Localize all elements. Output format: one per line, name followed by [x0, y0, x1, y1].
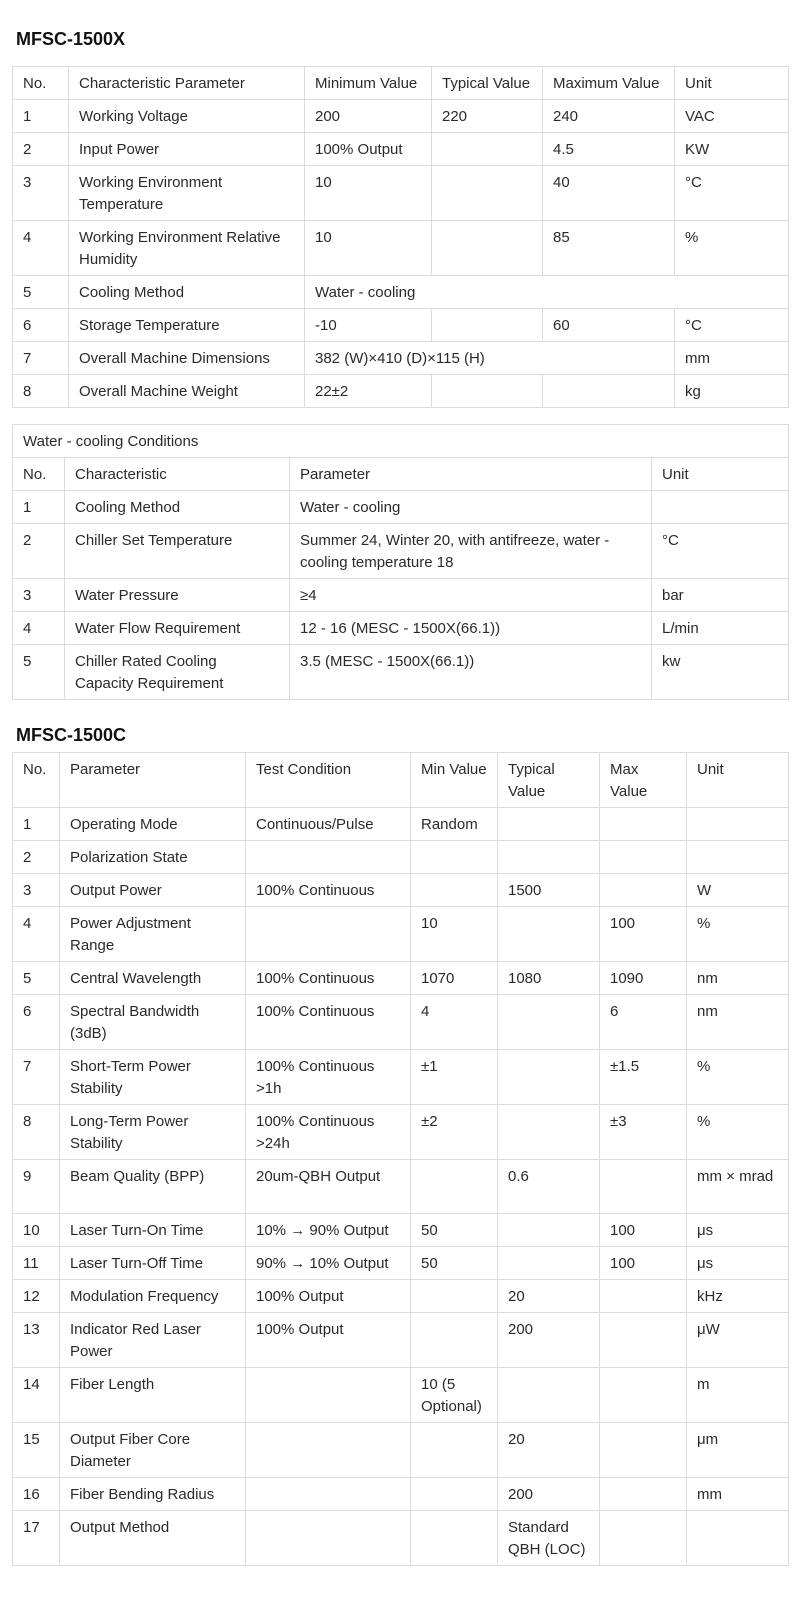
table-row: [13, 1423, 789, 1478]
cell-unit: mm: [687, 1478, 789, 1511]
cell-no: 15: [13, 1423, 60, 1478]
table-row: [13, 1160, 789, 1214]
cell-unit: kw: [652, 645, 789, 700]
cell-param: Short-Term Power Stability: [60, 1050, 246, 1105]
cell-max: [600, 1368, 687, 1423]
cell-param: Overall Machine Dimensions: [69, 342, 305, 375]
cell-typ: 200: [498, 1313, 600, 1368]
header-cell: Unit: [652, 458, 789, 491]
cell-min: 10: [305, 166, 432, 221]
cell-unit: μm: [687, 1423, 789, 1478]
table-row: [13, 962, 789, 995]
table-row: [13, 1368, 789, 1423]
table-caption-row: [13, 425, 789, 458]
cell-typ: [498, 907, 600, 962]
table-row: [13, 808, 789, 841]
cell-parameter: 3.5 (MESC - 1500X(66.1)): [290, 645, 652, 700]
cell-max: [600, 874, 687, 907]
cell-max: [600, 1160, 687, 1214]
table-row: [13, 1214, 789, 1247]
cell-min: 200: [305, 100, 432, 133]
mfsc-1500x-spec-table: [12, 66, 789, 408]
table-row: [13, 491, 789, 524]
water-cooling-table: [12, 424, 789, 700]
cell-param: Spectral Bandwidth (3dB): [60, 995, 246, 1050]
cell-min: [411, 1313, 498, 1368]
table-header-row: [13, 67, 789, 100]
table-header-row: [13, 753, 789, 808]
cell-min: [411, 1160, 498, 1214]
cell-no: 2: [13, 133, 69, 166]
cell-unit: [652, 491, 789, 524]
header-cell: Max Value: [600, 753, 687, 808]
cell-unit: °C: [675, 309, 789, 342]
table-row: [13, 524, 789, 579]
cell-typ: 220: [432, 100, 543, 133]
cell-typ: [432, 375, 543, 408]
cell-param: Input Power: [69, 133, 305, 166]
cell-param: Long-Term Power Stability: [60, 1105, 246, 1160]
header-cell: Typical Value: [498, 753, 600, 808]
cell-param: Operating Mode: [60, 808, 246, 841]
cell-param: Overall Machine Weight: [69, 375, 305, 408]
cell-max: 1090: [600, 962, 687, 995]
cell-max: [600, 1313, 687, 1368]
cell-unit: μW: [687, 1313, 789, 1368]
cell-unit: μs: [687, 1247, 789, 1280]
cell-no: 14: [13, 1368, 60, 1423]
cell-no: 6: [13, 309, 69, 342]
cell-min: 10 (5 Optional): [411, 1368, 498, 1423]
cell-unit: μs: [687, 1214, 789, 1247]
cell-min: 22±2: [305, 375, 432, 408]
cell-typ: 20: [498, 1423, 600, 1478]
cell-unit: VAC: [675, 100, 789, 133]
cell-param: Storage Temperature: [69, 309, 305, 342]
cell-param: Fiber Length: [60, 1368, 246, 1423]
cell-max: 6: [600, 995, 687, 1050]
cell-min: 1070: [411, 962, 498, 995]
cell-param: Central Wavelength: [60, 962, 246, 995]
spacer: [12, 408, 788, 424]
cell-unit: %: [687, 1105, 789, 1160]
cell-max: [600, 1423, 687, 1478]
cell-min: 100% Output: [305, 133, 432, 166]
cell-max: [600, 841, 687, 874]
cell-max: 100: [600, 1247, 687, 1280]
cell-param: Working Environment Relative Humidity: [69, 221, 305, 276]
cell-typ: 1500: [498, 874, 600, 907]
cell-characteristic: Chiller Rated Cooling Capacity Requirement: [65, 645, 290, 700]
cell-param: Polarization State: [60, 841, 246, 874]
cell-unit: %: [675, 221, 789, 276]
table-row: [13, 166, 789, 221]
cell-typ: [432, 221, 543, 276]
spacer: [12, 1566, 788, 1606]
table-row: [13, 221, 789, 276]
cell-unit: nm: [687, 995, 789, 1050]
cell-unit: [687, 841, 789, 874]
cell-condition: [246, 1511, 411, 1566]
cell-max: [600, 1478, 687, 1511]
cell-unit: kg: [675, 375, 789, 408]
cell-no: 5: [13, 645, 65, 700]
cell-max: [543, 375, 675, 408]
cell-condition: 100% Output: [246, 1280, 411, 1313]
cell-condition: 100% Continuous >24h: [246, 1105, 411, 1160]
cell-characteristic: Water Flow Requirement: [65, 612, 290, 645]
cell-no: 12: [13, 1280, 60, 1313]
header-cell: Unit: [687, 753, 789, 808]
cell-parameter: Summer 24, Winter 20, with antifreeze, water - cooling temperature 18: [290, 524, 652, 579]
table-row: [13, 874, 789, 907]
cell-condition: 100% Continuous: [246, 995, 411, 1050]
cell-unit: °C: [652, 524, 789, 579]
header-cell: Characteristic: [65, 458, 290, 491]
cell-unit: [687, 1511, 789, 1566]
table-row: [13, 1050, 789, 1105]
table-row: [13, 133, 789, 166]
cell-no: 8: [13, 1105, 60, 1160]
cell-min: Random: [411, 808, 498, 841]
cell-typ: [498, 1105, 600, 1160]
cell-parameter: ≥4: [290, 579, 652, 612]
cell-no: 7: [13, 342, 69, 375]
cell-no: 1: [13, 491, 65, 524]
table-row: [13, 612, 789, 645]
cell-no: 1: [13, 808, 60, 841]
header-cell: Characteristic Parameter: [69, 67, 305, 100]
cell-typ: [498, 1368, 600, 1423]
cell-max: [600, 1280, 687, 1313]
cell-no: 5: [13, 962, 60, 995]
cell-no: 9: [13, 1160, 60, 1214]
cell-characteristic: Cooling Method: [65, 491, 290, 524]
cell-condition: 90% → 10% Output: [246, 1247, 411, 1280]
cell-unit: mm: [675, 342, 789, 375]
cell-typ: [498, 1247, 600, 1280]
cell-param: Cooling Method: [69, 276, 305, 309]
cell-typ: 1080: [498, 962, 600, 995]
cell-unit: KW: [675, 133, 789, 166]
cell-merged-value: Water - cooling: [305, 276, 789, 309]
table-row: [13, 579, 789, 612]
cell-max: ±1.5: [600, 1050, 687, 1105]
header-cell: No.: [13, 458, 65, 491]
cell-typ: [498, 808, 600, 841]
cell-condition: 100% Continuous >1h: [246, 1050, 411, 1105]
cell-max: [600, 808, 687, 841]
cell-param: Beam Quality (BPP): [60, 1160, 246, 1214]
cell-typ: Standard QBH (LOC): [498, 1511, 600, 1566]
section-title-mfsc-1500c: MFSC-1500C: [16, 725, 127, 745]
header-cell: Typical Value: [432, 67, 543, 100]
cell-unit: %: [687, 1050, 789, 1105]
cell-condition: [246, 1478, 411, 1511]
cell-characteristic: Water Pressure: [65, 579, 290, 612]
cell-min: 4: [411, 995, 498, 1050]
cell-unit: kHz: [687, 1280, 789, 1313]
cell-min: 50: [411, 1247, 498, 1280]
cell-typ: 0.6: [498, 1160, 600, 1214]
cell-merged-value: 382 (W)×410 (D)×115 (H): [305, 342, 675, 375]
cell-no: 3: [13, 166, 69, 221]
cell-min: -10: [305, 309, 432, 342]
cell-unit: mm × mrad: [687, 1160, 789, 1214]
cell-no: 10: [13, 1214, 60, 1247]
table-row: [13, 645, 789, 700]
table-row: [13, 907, 789, 962]
cell-characteristic: Chiller Set Temperature: [65, 524, 290, 579]
table-row: [13, 1511, 789, 1566]
header-cell: Test Condition: [246, 753, 411, 808]
header-cell: Parameter: [290, 458, 652, 491]
cell-no: 4: [13, 612, 65, 645]
table-row: [13, 1105, 789, 1160]
cell-unit: nm: [687, 962, 789, 995]
header-cell: No.: [13, 753, 60, 808]
cell-param: Power Adjustment Range: [60, 907, 246, 962]
cell-no: 6: [13, 995, 60, 1050]
cell-typ: [432, 309, 543, 342]
cell-min: 10: [305, 221, 432, 276]
cell-max: 60: [543, 309, 675, 342]
header-cell: Maximum Value: [543, 67, 675, 100]
cell-condition: [246, 841, 411, 874]
cell-no: 1: [13, 100, 69, 133]
cell-unit: m: [687, 1368, 789, 1423]
cell-unit: W: [687, 874, 789, 907]
cell-param: Fiber Bending Radius: [60, 1478, 246, 1511]
cell-max: 85: [543, 221, 675, 276]
cell-condition: [246, 907, 411, 962]
cell-typ: [498, 1214, 600, 1247]
cell-no: 4: [13, 907, 60, 962]
cell-param: Indicator Red Laser Power: [60, 1313, 246, 1368]
cell-min: [411, 1511, 498, 1566]
mfsc-1500c-spec-table: [12, 752, 789, 1566]
cell-typ: [498, 841, 600, 874]
cell-param: Laser Turn-Off Time: [60, 1247, 246, 1280]
cell-condition: [246, 1368, 411, 1423]
cell-typ: [498, 1050, 600, 1105]
cell-no: 8: [13, 375, 69, 408]
cell-no: 2: [13, 841, 60, 874]
section-title-mfsc-1500x: MFSC-1500X: [16, 29, 126, 49]
cell-unit: L/min: [652, 612, 789, 645]
cell-min: ±2: [411, 1105, 498, 1160]
table-row: [13, 1313, 789, 1368]
cell-max: ±3: [600, 1105, 687, 1160]
cell-no: 17: [13, 1511, 60, 1566]
cell-param: Working Voltage: [69, 100, 305, 133]
table-row: [13, 1280, 789, 1313]
cell-min: [411, 1280, 498, 1313]
header-cell: Minimum Value: [305, 67, 432, 100]
cell-no: 7: [13, 1050, 60, 1105]
cell-min: [411, 1423, 498, 1478]
cell-min: [411, 1478, 498, 1511]
cell-min: [411, 841, 498, 874]
cell-no: 5: [13, 276, 69, 309]
cell-param: Modulation Frequency: [60, 1280, 246, 1313]
cell-condition: 100% Continuous: [246, 962, 411, 995]
cell-no: 2: [13, 524, 65, 579]
header-cell: Min Value: [411, 753, 498, 808]
cell-condition: 100% Continuous: [246, 874, 411, 907]
cell-no: 16: [13, 1478, 60, 1511]
cell-unit: [687, 808, 789, 841]
header-cell: Parameter: [60, 753, 246, 808]
cell-param: Output Power: [60, 874, 246, 907]
cell-min: [411, 874, 498, 907]
cell-no: 13: [13, 1313, 60, 1368]
header-cell: Unit: [675, 67, 789, 100]
cell-no: 3: [13, 874, 60, 907]
table-row: [13, 276, 789, 309]
cell-typ: [498, 995, 600, 1050]
cell-max: 100: [600, 1214, 687, 1247]
cell-max: 100: [600, 907, 687, 962]
table-caption: Water - cooling Conditions: [13, 425, 789, 458]
header-cell: No.: [13, 67, 69, 100]
cell-typ: 20: [498, 1280, 600, 1313]
cell-condition: 20um-QBH Output: [246, 1160, 411, 1214]
cell-max: 4.5: [543, 133, 675, 166]
table-row: [13, 1247, 789, 1280]
cell-unit: %: [687, 907, 789, 962]
cell-typ: [432, 166, 543, 221]
cell-condition: 100% Output: [246, 1313, 411, 1368]
cell-typ: [432, 133, 543, 166]
cell-no: 4: [13, 221, 69, 276]
cell-condition: Continuous/Pulse: [246, 808, 411, 841]
cell-param: Output Method: [60, 1511, 246, 1566]
table-row: [13, 375, 789, 408]
cell-typ: 200: [498, 1478, 600, 1511]
cell-min: ±1: [411, 1050, 498, 1105]
table-row: [13, 100, 789, 133]
cell-param: Output Fiber Core Diameter: [60, 1423, 246, 1478]
table-row: [13, 309, 789, 342]
table-row: [13, 841, 789, 874]
table-row: [13, 342, 789, 375]
cell-max: [600, 1511, 687, 1566]
cell-min: 50: [411, 1214, 498, 1247]
cell-parameter: Water - cooling: [290, 491, 652, 524]
cell-param: Laser Turn-On Time: [60, 1214, 246, 1247]
cell-parameter: 12 - 16 (MESC - 1500X(66.1)): [290, 612, 652, 645]
cell-unit: °C: [675, 166, 789, 221]
table-row: [13, 995, 789, 1050]
cell-no: 3: [13, 579, 65, 612]
cell-condition: [246, 1423, 411, 1478]
cell-max: 240: [543, 100, 675, 133]
table-row: [13, 1478, 789, 1511]
table-header-row: [13, 458, 789, 491]
cell-no: 11: [13, 1247, 60, 1280]
cell-max: 40: [543, 166, 675, 221]
cell-min: 10: [411, 907, 498, 962]
cell-condition: 10% → 90% Output: [246, 1214, 411, 1247]
cell-unit: bar: [652, 579, 789, 612]
cell-param: Working Environment Temperature: [69, 166, 305, 221]
